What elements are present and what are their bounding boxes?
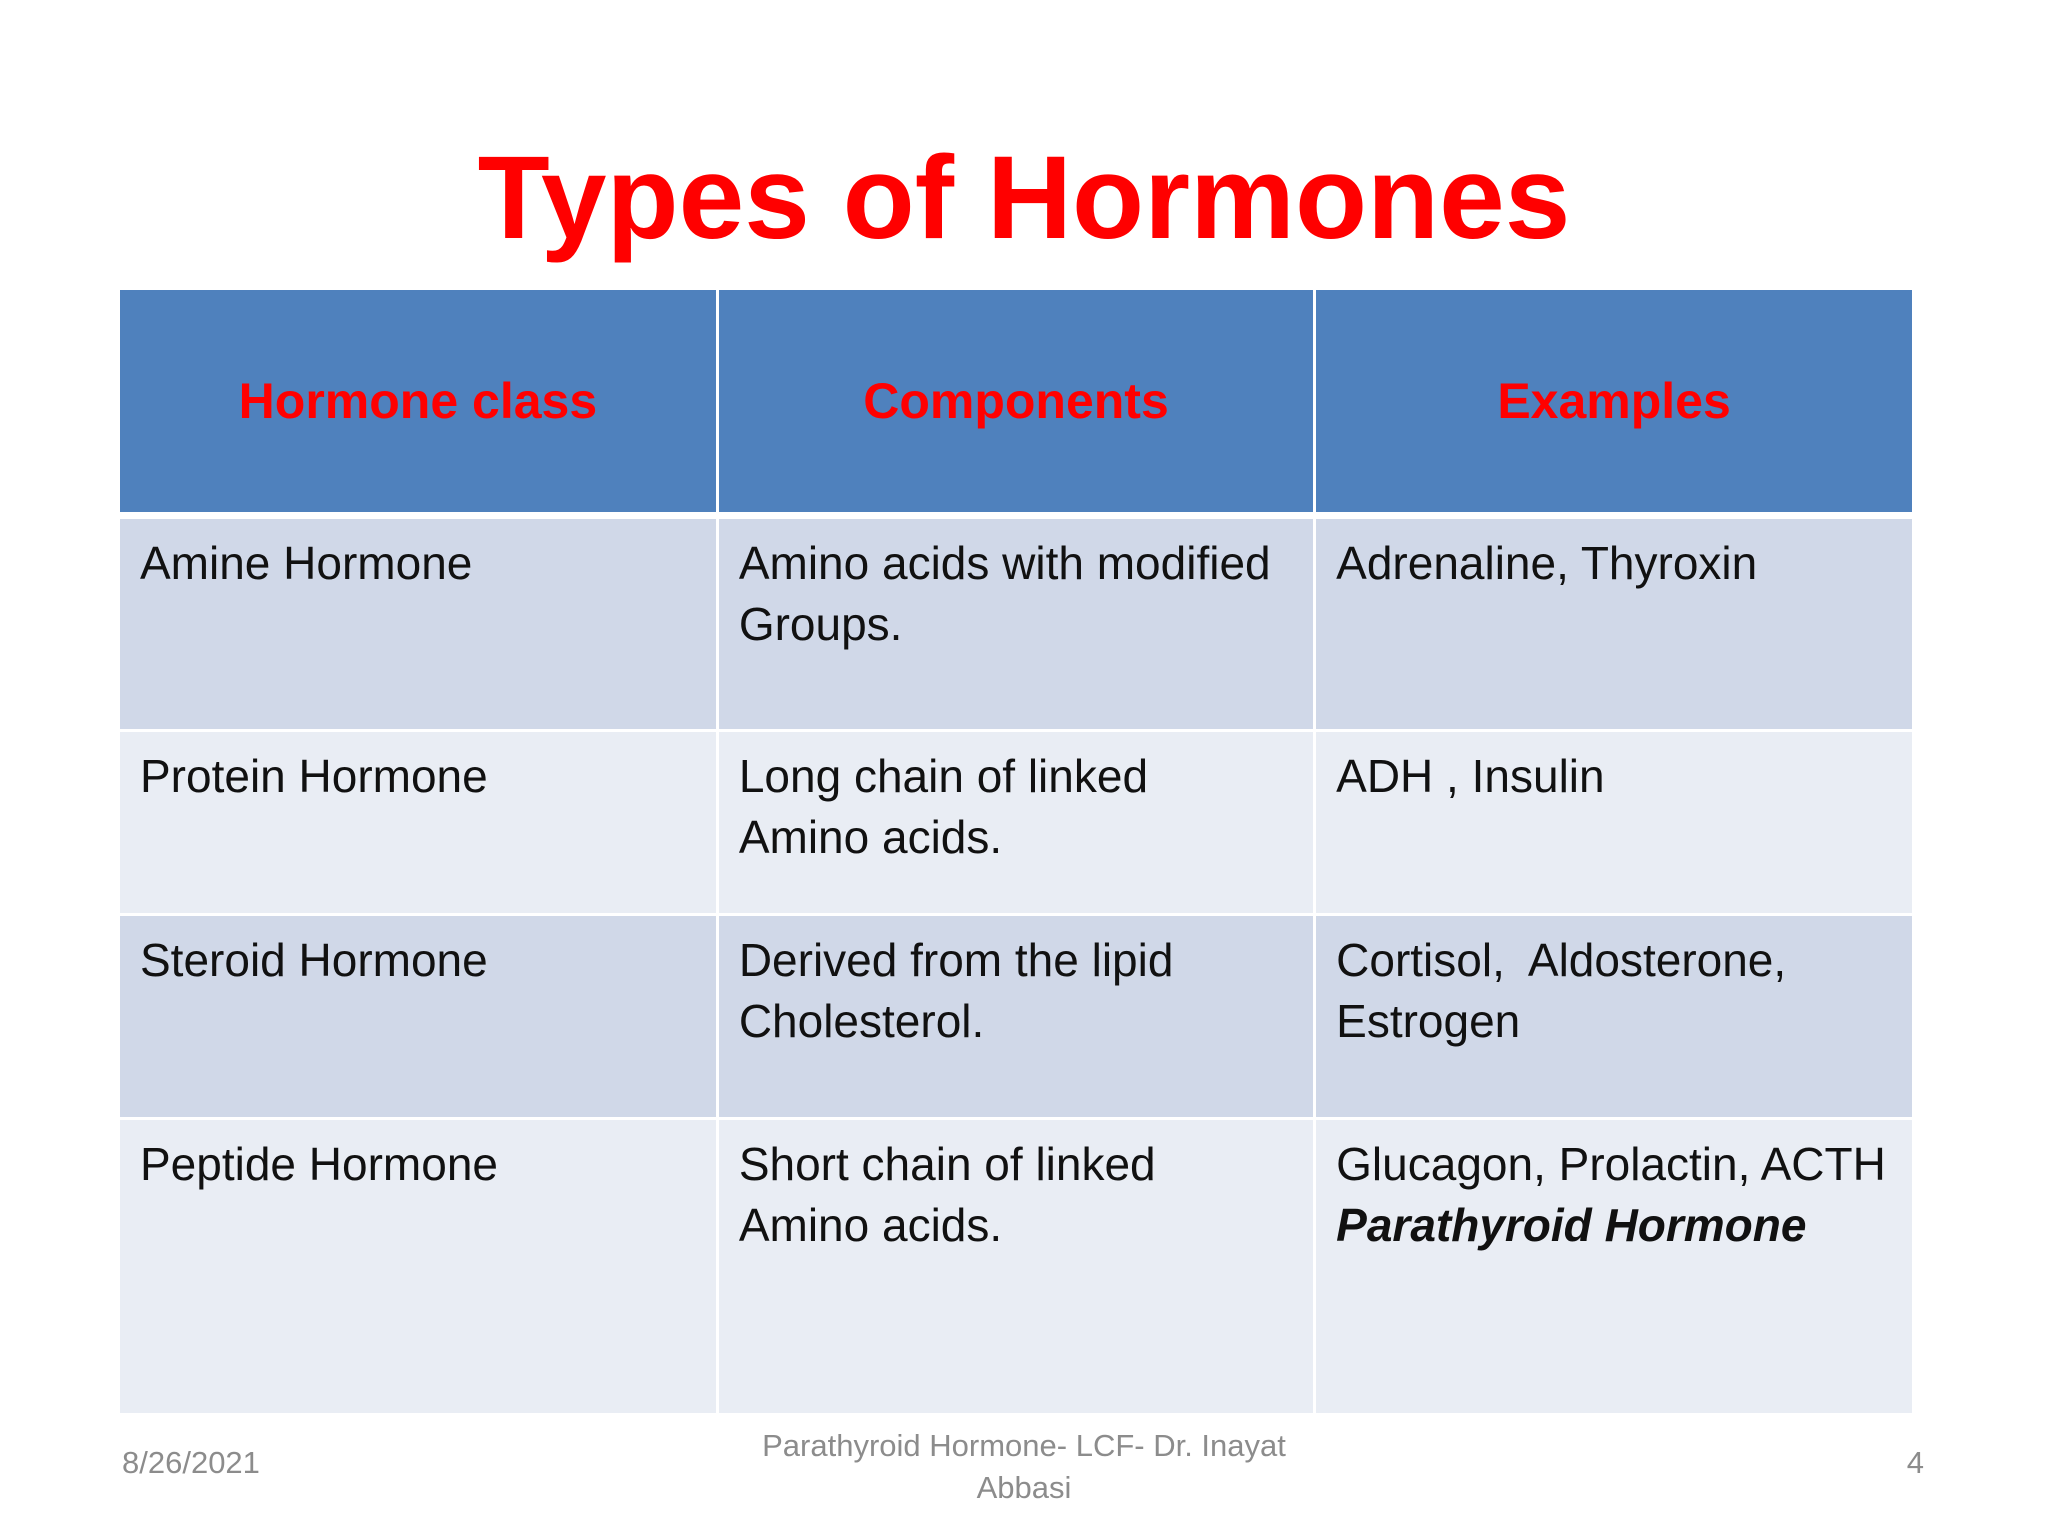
header-components: Components xyxy=(717,290,1314,516)
cell-components xyxy=(717,731,1314,915)
cell-hormone-class xyxy=(120,1119,717,1415)
header-hormone-class: Hormone class xyxy=(120,290,717,516)
page-number: 4 xyxy=(1906,1445,1924,1480)
table-row xyxy=(120,731,1912,915)
cell-text: Cortisol, Aldosterone, xyxy=(1336,934,1787,986)
footer-date: 8/26/2021 xyxy=(122,1445,260,1480)
cell-text: Groups. xyxy=(738,598,903,650)
cell-examples xyxy=(1315,915,1912,1119)
table-header-row xyxy=(120,290,1912,516)
cell-text: Amino acids with modified xyxy=(738,537,1271,589)
cell-text: ADH , Insulin xyxy=(1336,750,1605,802)
table-row xyxy=(120,915,1912,1119)
cell-components xyxy=(717,516,1314,731)
cell-text: Glucagon, Prolactin, ACTH xyxy=(1336,1138,1886,1190)
footer-title-line: Abbasi xyxy=(976,1470,1072,1505)
cell-text: Estrogen xyxy=(1336,995,1521,1047)
cell-text: Amino acids. xyxy=(738,811,1003,863)
cell-components xyxy=(717,1119,1314,1415)
table-row xyxy=(120,1119,1912,1415)
cell-text-emphasized: Parathyroid Hormone xyxy=(1336,1199,1807,1251)
table-row xyxy=(120,516,1912,731)
cell-text: Steroid Hormone xyxy=(140,934,488,986)
cell-text: Adrenaline, Thyroxin xyxy=(1336,537,1758,589)
cell-examples xyxy=(1315,516,1912,731)
cell-text: Protein Hormone xyxy=(140,750,488,802)
cell-examples xyxy=(1315,1119,1912,1415)
hormone-types-table xyxy=(120,290,1912,1416)
footer-title xyxy=(724,1425,1324,1509)
cell-text: Amino acids. xyxy=(738,1199,1003,1251)
cell-hormone-class xyxy=(120,516,717,731)
header-examples: Examples xyxy=(1315,290,1912,516)
cell-components xyxy=(717,915,1314,1119)
cell-text: Short chain of linked xyxy=(738,1138,1156,1190)
cell-text: Long chain of linked xyxy=(738,750,1149,802)
cell-text: Cholesterol. xyxy=(738,995,985,1047)
cell-hormone-class xyxy=(120,915,717,1119)
slide-title: Types of Hormones xyxy=(477,132,1571,264)
cell-text: Peptide Hormone xyxy=(140,1138,498,1190)
cell-text: Amine Hormone xyxy=(140,537,473,589)
cell-text: Derived from the lipid xyxy=(738,934,1174,986)
footer-title-line: Parathyroid Hormone- LCF- Dr. Inayat xyxy=(762,1428,1286,1463)
cell-examples xyxy=(1315,731,1912,915)
cell-hormone-class xyxy=(120,731,717,915)
